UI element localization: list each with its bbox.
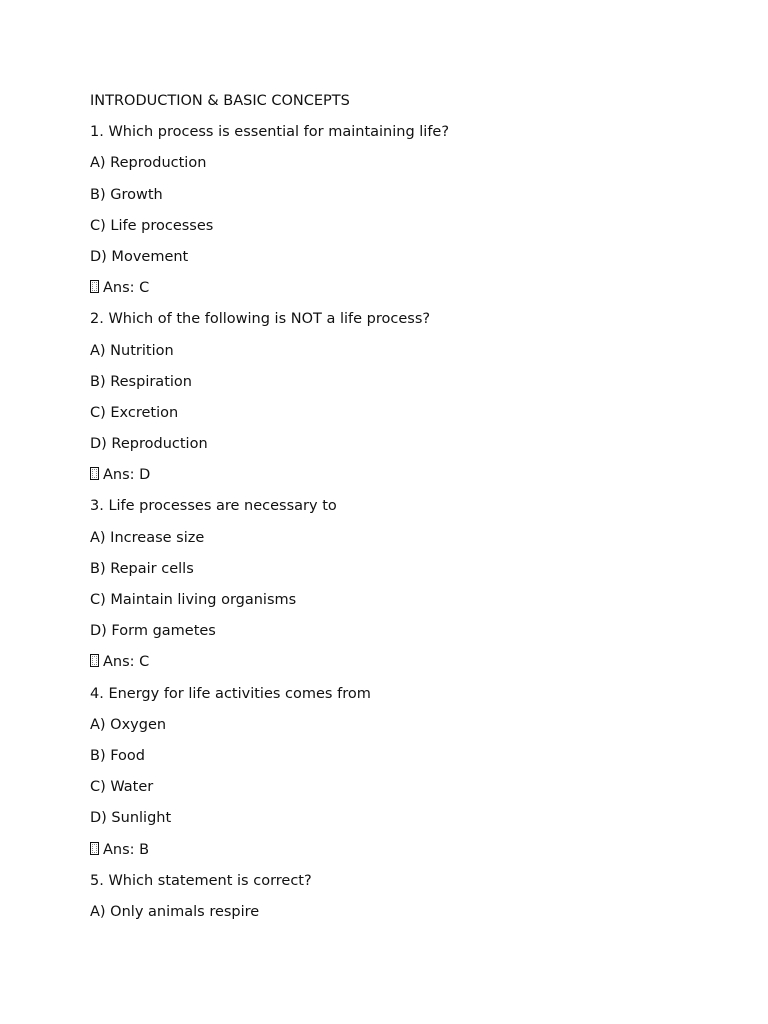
option-text: D) Movement <box>90 248 189 265</box>
missing-glyph-icon <box>90 654 99 667</box>
question-text: 1. Which process is essential for maintaining life? <box>90 124 450 141</box>
answer-line <box>90 276 710 307</box>
option-text: B) Repair cells <box>90 560 194 577</box>
option-text: C) Excretion <box>90 404 179 421</box>
option-text: C) Maintain living organisms <box>90 592 297 608</box>
question-text: 3. Life processes are necessary to <box>90 498 337 515</box>
option-text: B) Respiration <box>90 373 192 390</box>
question-text: 5. Which statement is correct? <box>90 872 312 889</box>
page-heading: INTRODUCTION & BASIC CONCEPTS <box>90 93 350 109</box>
option-text: B) Growth <box>90 186 163 203</box>
option-text: D) Form gametes <box>90 623 216 640</box>
option-text: D) Reproduction <box>90 436 208 453</box>
missing-glyph-icon <box>90 842 99 855</box>
document-page <box>90 89 710 931</box>
option-text: D) Sunlight <box>90 810 172 827</box>
option-text: B) Food <box>90 747 145 764</box>
option-text: C) Water <box>90 779 154 796</box>
option-text: A) Oxygen <box>90 716 167 733</box>
answer-text: Ans: C <box>103 280 150 297</box>
question-text: 4. Energy for life activities comes from <box>90 685 371 702</box>
missing-glyph-icon <box>90 467 99 480</box>
option-text: C) Life processes <box>90 217 214 234</box>
missing-glyph-icon <box>90 280 99 293</box>
option-text: A) Only animals respire <box>90 903 260 920</box>
option-text: A) Increase size <box>90 529 205 546</box>
answer-line <box>90 650 710 681</box>
question-text: 2. Which of the following is NOT a life process? <box>90 311 431 328</box>
option-text: A) Nutrition <box>90 342 174 359</box>
answer-text: Ans: D <box>103 467 151 484</box>
option-text: A) Reproduction <box>90 155 207 172</box>
answer-text: Ans: C <box>103 654 150 671</box>
answer-line <box>90 463 710 494</box>
answer-text: Ans: B <box>103 841 150 858</box>
answer-line <box>90 838 710 869</box>
